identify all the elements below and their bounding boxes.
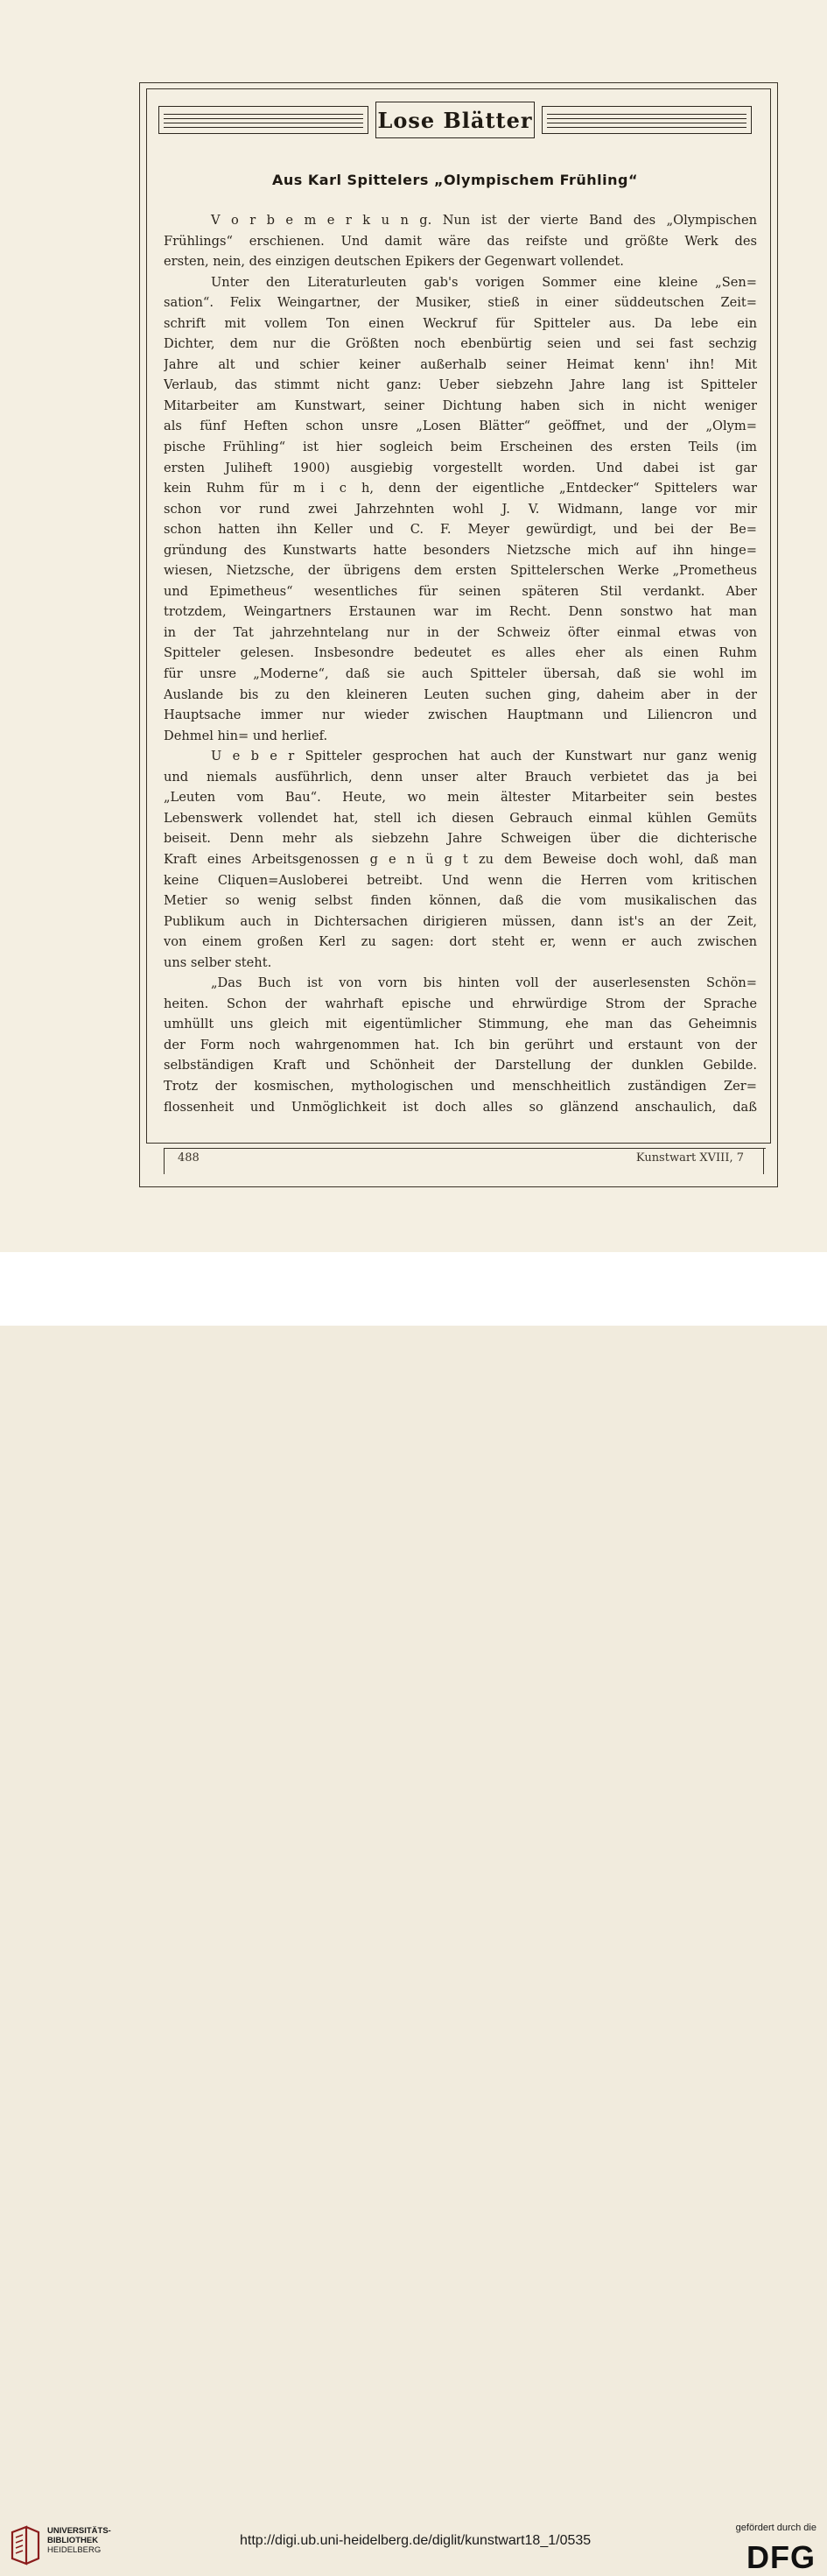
header-ornament-right	[542, 106, 752, 134]
body-line: keine Cliquen=Ausloberei betreibt. Und wenn die Herren vom kritischen	[164, 872, 757, 888]
section-header	[158, 102, 752, 138]
body-line: „Das Buch ist von vorn bis hinten voll der auserlesensten Schön=	[211, 975, 757, 991]
body-line: trotzdem, Weingartners Erstaunen war im Recht. Denn sonstwo hat man	[164, 604, 757, 620]
body-line: und niemals ausführlich, denn unser alter Brauch verbietet das ja bei	[164, 769, 757, 785]
body-line: gründung des Kunstwarts hatte besonders Nietzsche mich auf ihn hinge=	[164, 542, 757, 558]
body-line: schon hatten ihn Keller und C. F. Meyer gewürdigt, und bei der Be=	[164, 522, 757, 538]
body-line: flossenheit und Unmöglichkeit ist doch alles so glänzend anschaulich, daß	[164, 1099, 757, 1115]
body-line: wiesen, Nietzsche, der übrigens dem ersten Spittelerschen Werke „Prometheus	[164, 563, 757, 579]
body-line: selbständigen Kraft und Schönheit der Darstellung der dunklen Gebilde.	[164, 1058, 757, 1073]
permalink-url[interactable]: http://digi.ub.uni-heidelberg.de/diglit/kunstwart18_1/0535	[240, 2533, 592, 2548]
body-line: sation“. Felix Weingartner, der Musiker, stieß in einer süddeutschen Zeit=	[164, 295, 757, 311]
body-line: heiten. Schon der wahrhaft epische und ehrwürdige Strom der Sprache	[164, 996, 757, 1011]
body-line: in der Tat jahrzehntelang nur in der Schweiz öfter einmal etwas von	[164, 624, 757, 640]
body-line: für unsre „Moderne“, daß sie auch Spitteler übersah, daß sie wohl im	[164, 666, 757, 682]
body-line: als fünf Heften schon unsre „Losen Blätter“ geöffnet, und der „Olym=	[164, 419, 757, 434]
article-title: Aus Karl Spittelers „Olympischem Frühling“	[272, 172, 638, 188]
body-line: umhüllt uns gleich mit eigentümlicher Stimmung, ehe man das Geheimnis	[164, 1017, 757, 1032]
section-title: Lose Blätter	[377, 107, 533, 133]
article-body	[164, 210, 757, 1117]
body-line: Frühlings“ erschienen. Und damit wäre das reifste und größte Werk des	[164, 233, 757, 249]
body-line: Publikum auch in Dichtersachen dirigieren müssen, dann ist's an der Zeit,	[164, 913, 757, 929]
body-line: Metier so wenig selbst finden können, daß die vom musikalischen das	[164, 893, 757, 909]
body-line: kein Ruhm für m i c h, denn der eigentliche „Entdecker“ Spittelers war	[164, 481, 757, 496]
university-library-logo-icon	[9, 2523, 42, 2567]
footer-rule-right	[763, 1148, 764, 1174]
body-line: pische Frühling“ ist hier sogleich beim Erscheinen des ersten Teils (im	[164, 440, 757, 455]
funding-caption: gefördert durch die	[735, 2523, 816, 2533]
body-line: von einem großen Kerl zu sagen: dort steht er, wenn er auch zwischen	[164, 934, 757, 950]
body-line: Hauptsache immer nur wieder zwischen Hauptmann und Liliencron und	[164, 707, 757, 723]
body-line: Kraft eines Arbeitsgenossen g e n ü g t zu dem Beweise doch wohl, daß man	[164, 851, 757, 867]
body-line: Auslande bis zu den kleineren Leuten suchen ging, daheim aber in der	[164, 686, 757, 702]
body-line: „Leuten vom Bau“. Heute, wo mein ältester Mitarbeiter sein bestes	[164, 790, 757, 806]
institution-name: UNIVERSITÄTS- BIBLIOTHEK HEIDELBERG	[47, 2526, 111, 2555]
body-line: ersten Juliheft 1900) ausgiebig vorgestellt worden. Und dabei ist gar	[164, 460, 757, 475]
scanned-page	[0, 0, 827, 1252]
running-head: Kunstwart XVIII, 7	[635, 1151, 744, 1165]
body-line: U e b e r Spitteler gesprochen hat auch der Kunstwart nur ganz wenig	[211, 749, 757, 764]
body-line: Mitarbeiter am Kunstwart, seiner Dichtung haben sich in nicht weniger	[164, 398, 757, 413]
header-ornament-left	[158, 106, 368, 134]
body-line: der Form noch wahrgenommen hat. Ich bin gerührt und erstaunt von der	[164, 1037, 757, 1052]
body-line: beiseit. Denn mehr als siebzehn Jahre Schweigen über die dichterische	[164, 831, 757, 847]
viewer-footer-bar	[0, 1252, 827, 2575]
body-line: uns selber steht.	[164, 954, 272, 970]
body-line: Unter den Literaturleuten gab's vorigen Sommer eine kleine „Sen=	[211, 274, 757, 290]
body-line: Jahre alt und schier keiner außerhalb seiner Heimat kenn' ihn! Mit	[164, 356, 757, 372]
body-line: Verlaub, das stimmt nicht ganz: Ueber siebzehn Jahre lang ist Spitteler	[164, 377, 757, 393]
body-line: Trotz der kosmischen, mythologischen und menschheitlich zuständigen Zer=	[164, 1078, 757, 1094]
page-number: 488	[178, 1151, 200, 1165]
dfg-logo: DFG	[746, 2539, 816, 2575]
body-line: Lebenswerk vollendet hat, stell ich diesen Gebrauch einmal kühlen Gemüts	[164, 810, 757, 826]
body-line: Spitteler gelesen. Insbesondre bedeutet es alles eher als einen Ruhm	[164, 645, 757, 661]
body-line: V o r b e m e r k u n g. Nun ist der vierte Band des „Olympischen	[211, 213, 757, 228]
body-line: schon vor rund zwei Jahrzehnten wohl J. V. Widmann, lange vor mir	[164, 501, 757, 517]
body-line: schrift mit vollem Ton einen Weckruf für Spitteler aus. Da lebe ein	[164, 315, 757, 331]
body-line: Dichter, dem nur die Größten noch ebenbürtig seien und sei fast sechzig	[164, 336, 757, 352]
footer-rule-left	[164, 1148, 165, 1174]
body-line: ersten, nein, des einzigen deutschen Epikers der Gegenwart vollendet.	[164, 254, 624, 270]
section-title-box	[375, 102, 535, 138]
body-line: Dehmel hin= und herlief.	[164, 728, 328, 743]
body-line: und Epimetheus“ wesentliches für seinen späteren Stil verdankt. Aber	[164, 583, 757, 599]
